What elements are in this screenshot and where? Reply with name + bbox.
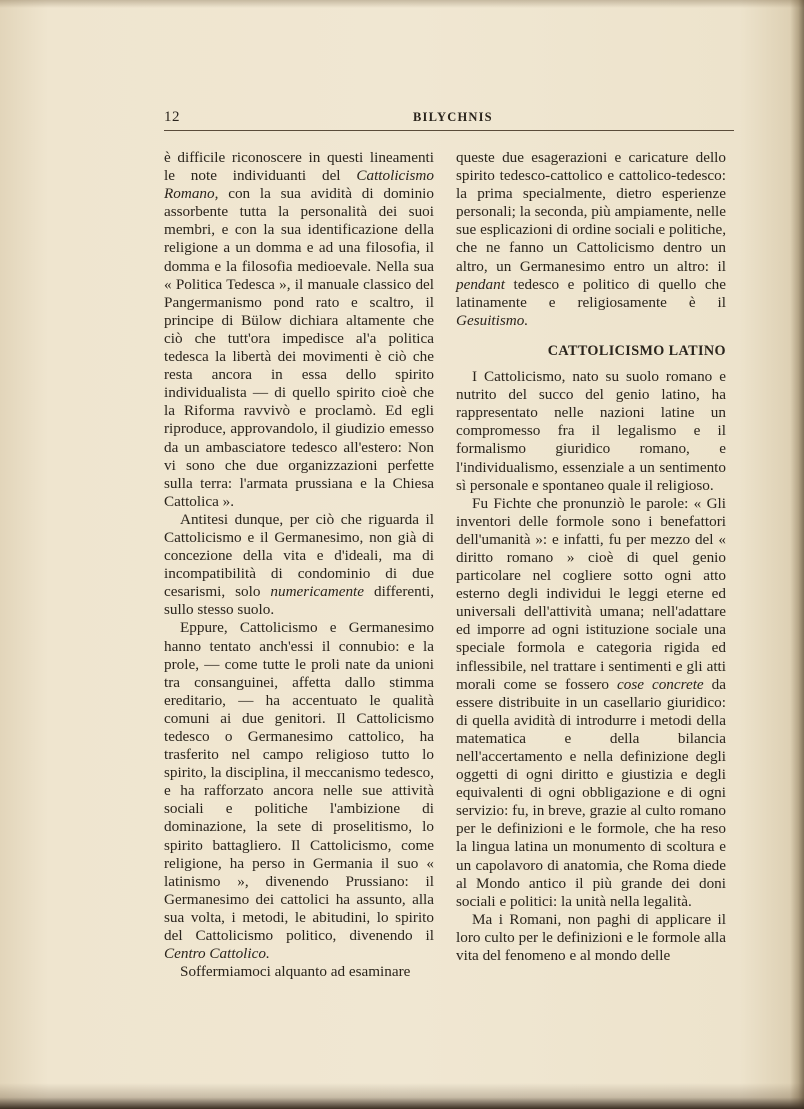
right-column-intro — [456, 149, 726, 330]
text-run: Eppure, Cattolicismo e Germanesimo hanno tentato anch'essi il connubio: e la prole, — come tutte le proli nate da unioni tra consanguinei, affetta dallo stimma ereditario, — ha accentuato le qualità comuni ai due genitori. Il Cattolicismo tedesco o Germanesimo cattolico, ha trasferito nel campo religioso tutto lo spirito, la disciplina, il meccanismo tedesco, e ha rafforzato ancora nelle sue attività sociali e politiche l'ambizione di dominazione, la sete di proselitismo, lo spirito battagliero. Il Cattolicismo, come religione, ha perso in Germania il suo « latinismo », divenendo Prussiano: il Germanesimo dei cattolici ha assunto, alla sua volta, i metodi, le abitudini, lo spirito del Cattolicismo politico, divenendo il — [164, 619, 434, 945]
paragraph — [456, 495, 726, 911]
running-head: BILYCHNIS — [413, 110, 493, 124]
text-run: I Cattolicismo, nato su suolo romano e nutrito del succo del genio latino, ha rappresentato nelle nazioni latine un compromesso fra il legalismo e il formalismo giuridico romano, e l'individualismo, essenziale a un sentimento sì personale e spontaneo quale il religioso. — [456, 368, 726, 494]
page-header — [164, 109, 734, 129]
text-run: è difficile riconoscere in questi lineamenti le note individuanti del — [164, 149, 434, 185]
italic-text: pendant — [456, 275, 505, 293]
paragraph — [456, 368, 726, 495]
right-column — [456, 149, 726, 965]
page-bottom-edge — [0, 1083, 804, 1109]
page-number: 12 — [164, 109, 180, 125]
text-run: differenti, sullo stesso suolo. — [164, 583, 434, 619]
section-title: CATTOLICISMO LATINO — [547, 342, 726, 359]
header-rule — [164, 130, 734, 131]
text-run: da essere distribuite in un casellario giuridico: di quella avidità di introdurre i metodi della matematica e della bilancia nell'accertamento e nella definizione degli oggetti di ogni diritto e giustizia e degli equivalenti di ogni obbligazione e di ogni servizio: fu, in breve, grazie al culto romano per le definizioni e le formole, che ha reso la lingua latina un monumento di scoltura e un capolavoro di anatomia, che Roma diede al Mondo antico il più grande dei doni sociali e politici: la unità nella legalità. — [456, 675, 726, 910]
paragraph — [164, 511, 434, 620]
page-top-shadow — [0, 0, 804, 8]
text-run: Antitesi dunque, per ciò che riguarda il Cattolicismo e il Germanesimo, non già di concezione della vita e d'ideali, ma di incompatibilità di condominio di due cesarismi, solo — [164, 510, 434, 601]
italic-text: Centro Cattolico. — [164, 945, 270, 963]
text-run: Fu Fichte che pronunziò le parole: « Gli inventori delle formole sono i benefattori dell'umanità »: e infatti, fu per mezzo del « diritto romano » cioè di quel genio particolare nel cogliere sotto ogni atto esterno degli individui le leggi eterne ed universali dell'attività umana; nell'adattare ed imporre ad ogni istituzione sociale una speciale formola e categoria rigida ed inflessibile, nel trattare i sentimenti e gli atti morali come se fossero — [456, 494, 726, 693]
left-column — [164, 149, 434, 981]
paragraph — [164, 963, 434, 981]
italic-text: numericamente — [270, 583, 365, 601]
text-run: Soffermiamoci alquanto ad esaminare — [180, 963, 411, 981]
paragraph — [164, 619, 434, 963]
italic-text: cose concrete — [616, 675, 704, 693]
text-run: tedesco e politico di quello che latinamente e religiosamente è il — [456, 275, 726, 311]
text-run: con la sua avidità di dominio assorbente tutta la personalità dei suoi membri, e con la sua identificazione della religione a un domma e ad una filosofia, il domma e la filosofia medioevale. Nella sua « Politica Tedesca », il manuale classico del Pangermanismo pond rato e scaltro, il principe di Bülow dichiara altamente che ciò che tutt'ora impedisce al'a politica tedesca la libertà dei movimenti è ciò che resta ancora in essa dello spirito individualista — di quello spirito cioè che la Riforma ravvivò e proclamò. Ed egli riproduce, approvandolo, il giudizio emesso da un ambasciatore tedesco all'estero: Non vi sono che due organizzazioni perfette sulla terra: l'armata prussiana e la Chiesa Cattolica ». — [164, 185, 434, 510]
text-run: Ma i Romani, non paghi di applicare il loro culto per le definizioni e le formole alla vita del fenomeno e al mondo delle — [456, 910, 726, 965]
page-right-edge — [790, 0, 804, 1109]
paragraph — [164, 149, 434, 511]
italic-text: Gesuitismo. — [456, 311, 529, 329]
right-column-body — [456, 368, 726, 965]
italic-text: Cattolicismo Romano, — [164, 167, 434, 203]
paragraph — [456, 911, 726, 965]
text-run: queste due esagerazioni e caricature dello spirito tedesco-cattolico e cattolico-tedesco: la prima specialmente, dietro esperienze personali; la seconda, più ampiamente, nelle sue esplicazioni di ordine sociali e politiche, che ne fanno un Cattolicismo dentro un altro, un Germanesimo entro un altro: il — [456, 149, 726, 275]
